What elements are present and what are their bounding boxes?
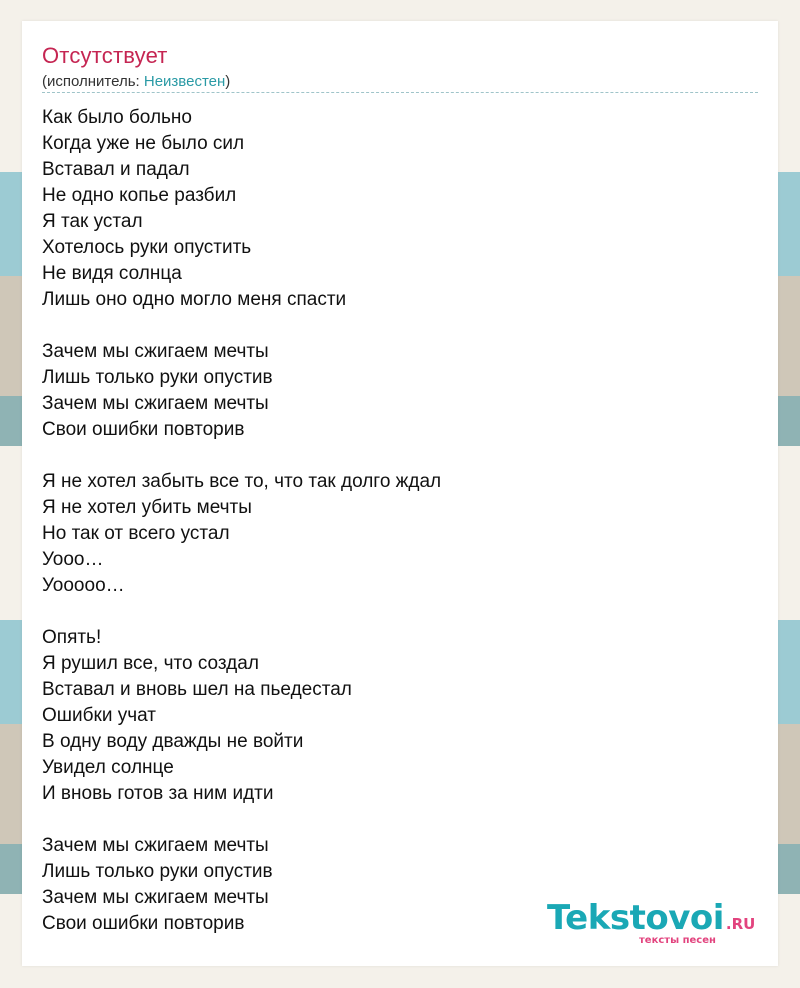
- lyric-line: Лишь оно одно могло меня спасти: [42, 289, 347, 310]
- lyric-line: Но так от всего устал: [42, 523, 230, 544]
- lyric-line: И вновь готов за ним идти: [42, 783, 274, 804]
- title-divider: [42, 92, 758, 93]
- lyric-line: Не видя солнца: [42, 263, 182, 284]
- lyric-line: Зачем мы сжигаем мечты: [42, 341, 269, 362]
- stanza-gap: [42, 599, 441, 625]
- stanza-gap: [42, 313, 441, 339]
- artist-suffix: ): [225, 73, 231, 90]
- lyric-line: Зачем мы сжигаем мечты: [42, 835, 269, 856]
- lyric-line: Увидел солнце: [42, 757, 174, 778]
- lyric-line: Свои ошибки повторив: [42, 419, 245, 440]
- lyric-line: Лишь только руки опустив: [42, 367, 273, 388]
- stanza-gap: [42, 807, 441, 833]
- logo-tagline: тексты песен: [639, 935, 716, 946]
- lyric-line: Ошибки учат: [42, 705, 156, 726]
- lyric-line: В одну воду дважды не войти: [42, 731, 304, 752]
- lyric-line: Вставал и вновь шел на пьедестал: [42, 679, 352, 700]
- lyric-line: Как было больно: [42, 107, 192, 128]
- lyric-line: Лишь только руки опустив: [42, 861, 273, 882]
- song-title: Отсутствует: [42, 43, 168, 68]
- lyric-line: Когда уже не было сил: [42, 133, 245, 154]
- lyric-line: Уооооо…: [42, 575, 125, 596]
- lyric-line: Зачем мы сжигаем мечты: [42, 393, 269, 414]
- artist-link[interactable]: Неизвестен: [143, 73, 226, 90]
- lyric-line: Свои ошибки повторив: [42, 913, 245, 934]
- lyric-line: Вставал и падал: [42, 159, 190, 180]
- artist-prefix: (исполнитель:: [42, 73, 144, 90]
- logo-wordmark: Tekstovoi: [547, 898, 724, 938]
- lyrics-card: [22, 21, 778, 966]
- site-logo[interactable]: [547, 898, 756, 946]
- lyric-line: Я не хотел забыть все то, что так долго ждал: [42, 471, 442, 492]
- lyric-line: Хотелось руки опустить: [42, 237, 252, 258]
- stanza-gap: [42, 443, 441, 469]
- logo-domain-suffix: .RU: [725, 915, 756, 933]
- lyrics-body: [42, 105, 441, 937]
- artist-line: [42, 73, 230, 90]
- lyric-line: Я не хотел убить мечты: [42, 497, 252, 518]
- lyric-line: Я рушил все, что создал: [42, 653, 259, 674]
- lyric-line: Не одно копье разбил: [42, 185, 237, 206]
- lyric-line: Я так устал: [42, 211, 143, 232]
- lyric-line: Зачем мы сжигаем мечты: [42, 887, 269, 908]
- lyric-line: Уооо…: [42, 549, 104, 570]
- lyric-line: Опять!: [42, 627, 102, 648]
